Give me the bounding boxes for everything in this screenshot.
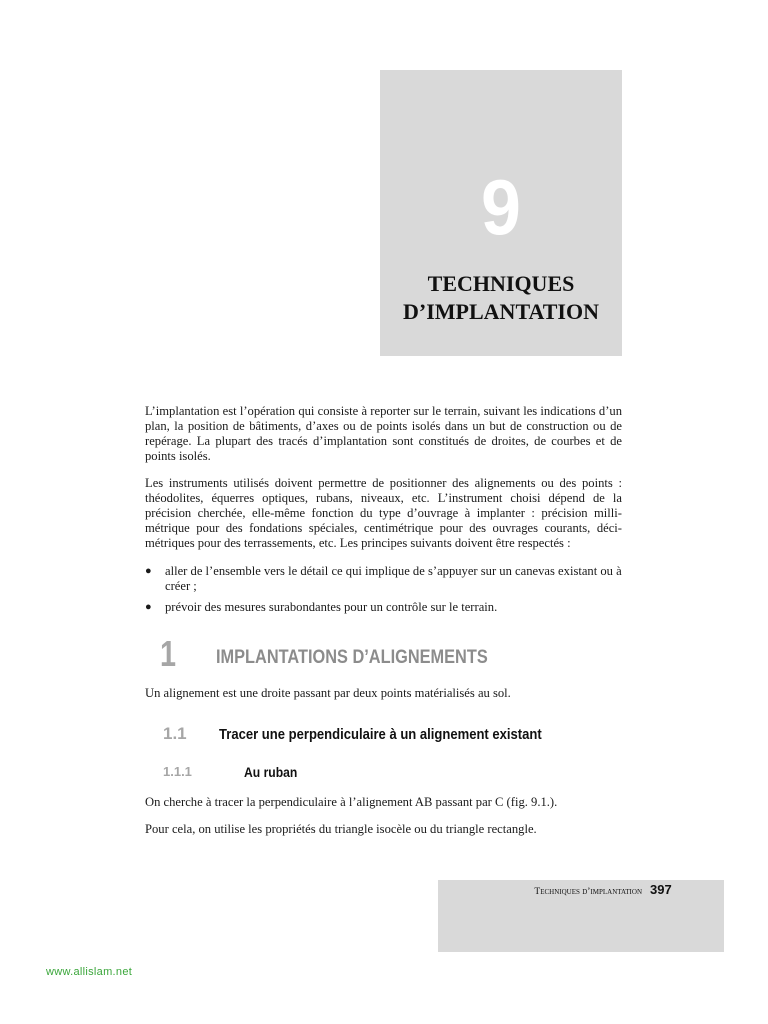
list-item (145, 600, 622, 615)
intro-paragraph-1: L’implantation est l’opération qui consiste à reporter sur le terrain, suivant les indications d’un plan, la position de bâtiments, d’axes ou de points isolés dans un but de construction ou de repérage. La plupart des tracés d’implantation sont constitués de droites, de courbes et de points isolés. (145, 404, 622, 463)
subsection-title: Tracer une perpendiculaire à un alignement existant (219, 727, 542, 743)
chapter-title-line1: TECHNIQUES (427, 271, 575, 296)
chapter-title (380, 270, 622, 326)
page-number: 397 (650, 882, 672, 897)
chapter-header-box (380, 70, 622, 356)
list-item-text: prévoir des mesures surabondantes pour un contrôle sur le terrain. (165, 600, 498, 614)
principles-list (145, 564, 622, 621)
bullet-icon: ● (145, 601, 152, 613)
subsubsection-paragraph-2: Pour cela, on utilise les propriétés du triangle isocèle ou du triangle rectangle. (145, 822, 537, 836)
section-paragraph: Un alignement est une droite passant par deux points matérialisés au sol. (145, 686, 511, 700)
subsubsection-paragraph-1: On cherche à tracer la perpendiculaire à l’alignement AB passant par C (fig. 9.1.). (145, 795, 558, 809)
intro-paragraph-2: Les instruments utilisés doivent permettre de positionner des alignements ou des points : théodolites, équerres optiques, rubans, niveaux, etc. L’instrument choisi dépend de la précision cherchée, elle-même fonction du type d’ouvrage à implanter : précision milli-métrique pour des fondations spéciales, centimétrique pour des ouvrages courants, déci-métriques pour des terrassements, etc. Les principes suivants doivent être respectés : (145, 476, 622, 550)
subsection-number: 1.1 (163, 724, 187, 743)
chapter-number: 9 (481, 163, 521, 251)
chapter-title-line2: D’IMPLANTATION (403, 299, 599, 324)
section-title: IMPLANTATIONS D’ALIGNEMENTS (216, 647, 488, 668)
running-title: Techniques d’implantation (534, 887, 642, 897)
subsubsection-title: Au ruban (244, 765, 298, 780)
page-footer (438, 880, 724, 952)
watermark-link[interactable]: www.allislam.net (46, 966, 133, 978)
list-item (145, 564, 622, 594)
subsubsection-number: 1.1.1 (163, 764, 192, 779)
list-item-text: aller de l’ensemble vers le détail ce qui implique de s’appuyer sur un canevas existant ou à créer ; (165, 564, 622, 593)
section-number: 1 (160, 633, 177, 674)
bullet-icon: ● (145, 565, 152, 577)
